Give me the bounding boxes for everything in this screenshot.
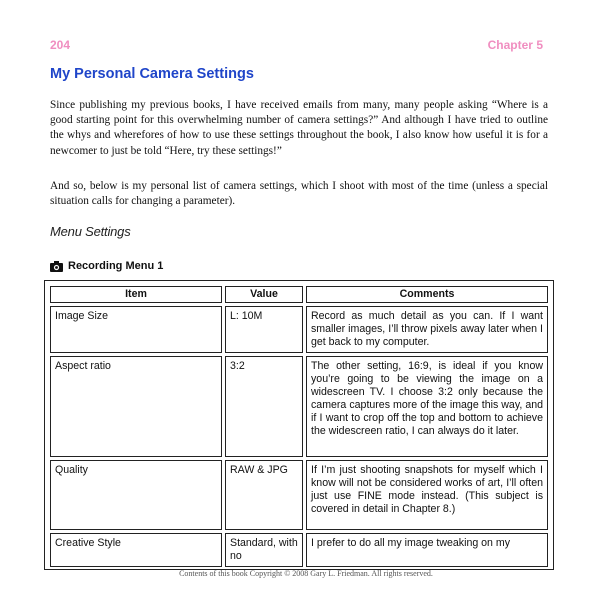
chapter-label: Chapter 5 (487, 38, 543, 52)
intro-paragraph: Since publishing my previous books, I have received emails from many, many people asking “Where is a good starting point for this overwhelming number of camera settings?” And although I have tried to outline the whys and wherefores of how to use these settings throughout the book, I also know how useful it is for a newcomer to just be told “Here, try these settings!” (50, 99, 548, 157)
recording-menu-label: Recording Menu 1 (68, 260, 164, 272)
camera-icon (50, 261, 63, 272)
row-value: RAW & JPG (225, 460, 303, 530)
settings-table-frame (44, 280, 554, 570)
row-value: L: 10M (225, 306, 303, 353)
row-value: 3:2 (225, 356, 303, 457)
table-header-row (50, 286, 548, 303)
page-number: 204 (50, 38, 71, 52)
recording-menu-heading (50, 260, 163, 272)
table-row (50, 533, 548, 567)
column-header-item: Item (50, 286, 222, 303)
settings-paragraph: And so, below is my personal list of camera settings, which I shoot with most of the time (unless a special situation calls for changing a parameter). (50, 180, 548, 208)
table-row (50, 306, 548, 353)
settings-table (47, 283, 551, 570)
table-row (50, 460, 548, 530)
row-comments: Record as much detail as you can. If I want smaller images, I’ll throw pixels away later when I get back to my computer. (306, 306, 548, 353)
row-item: Quality (50, 460, 222, 530)
row-comments: If I’m just shooting snapshots for myself which I know will not be considered works of art, I’ll often just use FINE mode instead. (This subject is covered in detail in Chapter 8.) (306, 460, 548, 530)
table-row (50, 356, 548, 457)
section-title: My Personal Camera Settings (50, 66, 254, 82)
row-comments: The other setting, 16:9, is ideal if you know you’re going to be viewing the image on a widescreen TV. I choose 3:2 only because the camera captures more of the image this way, and if I want to crop off the top and bottom to achieve the widescreen ratio, I can always do it later. (306, 356, 548, 457)
menu-settings-subheading: Menu Settings (50, 224, 131, 239)
row-comments: I prefer to do all my image tweaking on my (306, 533, 548, 567)
row-value: Standard, with no (225, 533, 303, 567)
column-header-comments: Comments (306, 286, 548, 303)
copyright-footer: Contents of this book Copyright © 2008 Gary L. Friedman. All rights reserved. (179, 569, 433, 578)
row-item: Creative Style (50, 533, 222, 567)
row-item: Image Size (50, 306, 222, 353)
column-header-value: Value (225, 286, 303, 303)
row-item: Aspect ratio (50, 356, 222, 457)
